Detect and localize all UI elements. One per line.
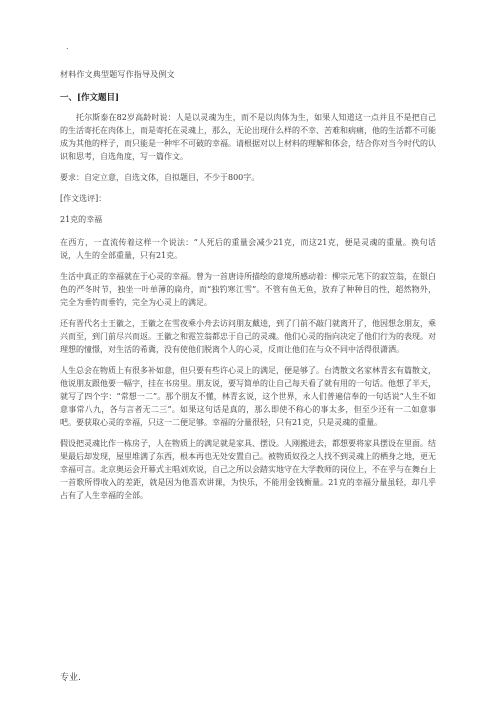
header-mark: . (66, 42, 69, 51)
essay-paragraph: 生活中真正的幸福就在于心灵的幸福。曾为一首唐诗所描绘的意境所感动着：柳宗元笔下的寂笠翁，在银白色的严冬时节，独坐一叶单薄的扁舟，而“独钓寒江雪”。不管有鱼无鱼，放弃了种种目的性，超然物外，完全为垂钓而垂钓，完全为心灵上的满足。 (60, 272, 436, 307)
essay-paragraph: 在西方，一直流传着这样一个说法：“人死后的重量会减少21克，而这21克，便是灵魂的重量。换句话说，人生的全部重量，只有21克。 (60, 238, 436, 260)
essay-paragraph: 还有晋代名士王徽之，王徽之在雪夜乘小舟去访问朋友戴逵，到了门前不敲门就离开了，他因想念朋友，乘兴而至，到门前尽兴而返。王徽之和霓笠翁都忠于自己的灵魂。他们心灵的指向决定了他们行为的表现。对理想的憧憬，对生活的希冀，没有使他们脱离个人的心灵，反而让他们在与众不同中活得很潇洒。 (60, 319, 436, 354)
page-footer: 专业. (60, 673, 81, 683)
section-heading: 一、[作文题目] (60, 93, 120, 103)
document-title: 材料作文典型题写作指导及例文 (60, 70, 175, 79)
essay-title: 21克的幸福 (60, 215, 103, 224)
essay-paragraph: 人生总会在物质上有很多补如意，但只要有些许心灵上的满足，便是够了。台湾散文名家林青玄有篇散文，他说朋友跟他要一幅字，挂在书房里。朋友说，要写简单的让自己每天看了就有用的一句话。他想了半天，就写了四个字：“常想一二”。那个朋友不懂，林青玄说，这个世界，永人们普遍信奉的一句话说“人生不如意事常八九，各与言者无二三”。如果这句话是真的，那么即使不称心的事太多，但至少还有一二如意事吧。要获取心灵的幸福，只这一二便足够。幸福的分量很轻，只有21克，只是灵魂的重量。 (60, 366, 436, 427)
document-content (60, 68, 436, 510)
essay-paragraph: 假设把灵魂比作一栋房子，人在物质上的满足就是家具、摆设。人刚搬进去，都想要将家具摆设在里面。结果最后却发现，屋里堆满了东西，根本再也无处安置自己。被物质奴役之人找不到灵魂上的栖身之地，更无幸福可言。北京奥运会开幕式主唱刘欢说，自己之所以会踏实地守在大学教师的岗位上，不在乎与在舞台上一首歌所得收入的差距，就是因为他喜欢讲课，为快乐，不能用金钱衡量。21克的幸福分量虽轻，却几乎占有了人生幸福的全部。 (60, 439, 436, 500)
example-label: [作文选评]： (60, 194, 107, 203)
prompt-paragraph: 托尔斯泰在82岁高龄时说：人是以灵魂为生，而不是以肉体为生，如果人知道这一点并且不是把自己的生活寄托在肉体上，而是寄托在灵魂上，那么，无论出现什么样的不幸、苦难和病痛，他的生活都不可能成为其他的样子，而只能是一种牢不可破的幸福。请根据对以上材料的理解和体会，结合你对当今时代的认识和思考，自选角度，写一篇作文。 (60, 113, 436, 161)
requirement-text: 要求：自定立意，自选文体，自拟题目，不少于800字。 (60, 173, 260, 182)
